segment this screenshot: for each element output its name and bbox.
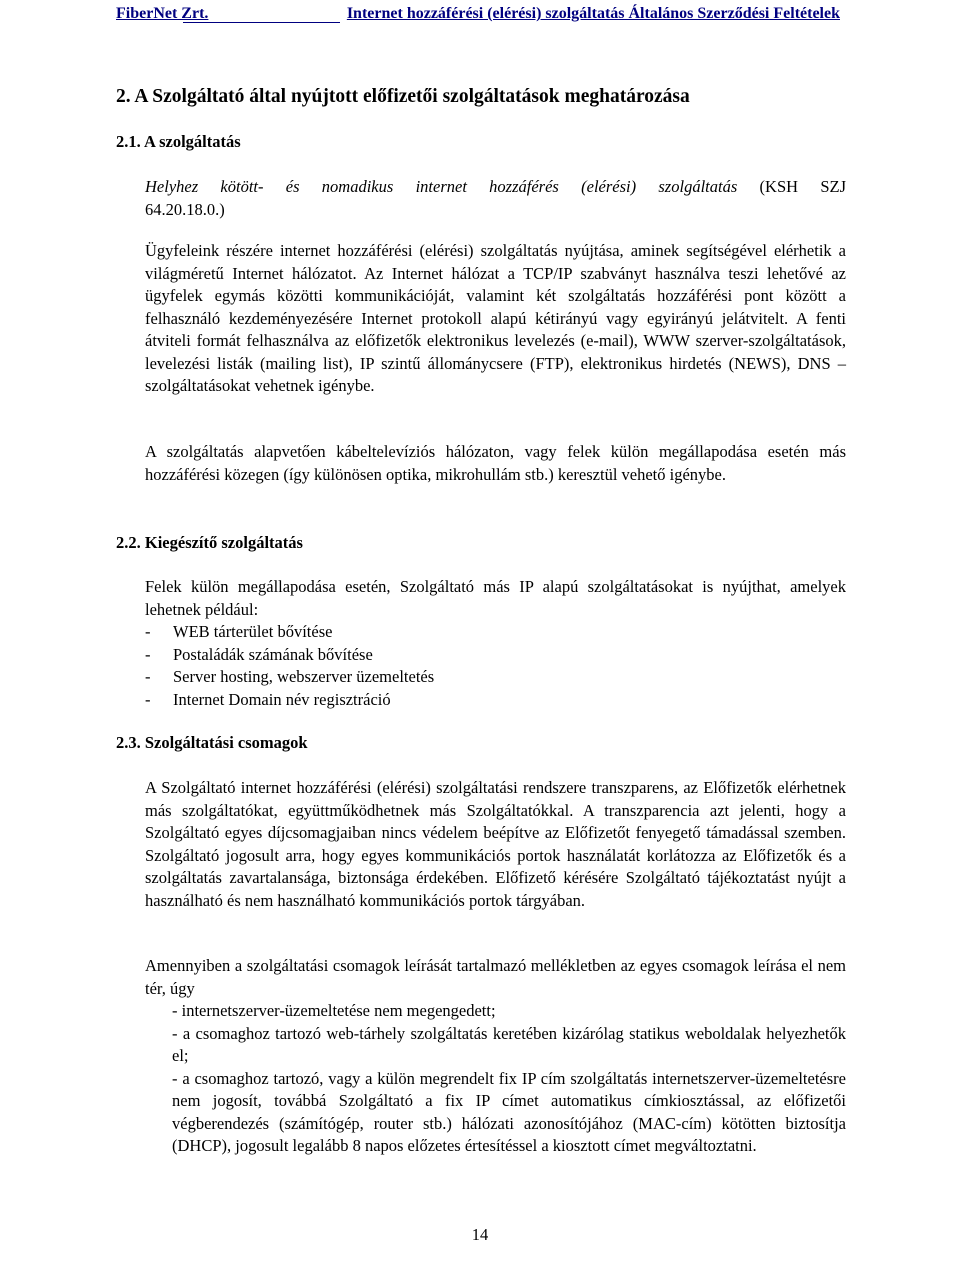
header-document-title: Internet hozzáférési (elérési) szolgáltatás Általános Szerződési Feltételek xyxy=(346,5,840,22)
section-2-2-heading: 2.2. Kiegészítő szolgáltatás xyxy=(116,533,303,552)
list-item: - internetszerver-üzemeltetése nem megengedett; xyxy=(172,1001,496,1020)
supplementary-list xyxy=(145,621,846,711)
page-number: 14 xyxy=(471,1225,489,1244)
page-header xyxy=(116,3,840,25)
packages-defaults xyxy=(145,955,846,1158)
service-description-paragraph: Ügyfeleink részére internet hozzáférési (elérési) szolgáltatás nyújtása, aminek segítségével elérhetik a világméretű Internet hálózatot. Az Internet hálózat a TCP/IP szabványt használva teszi lehetővé az ügyfelek egymás közötti kommunikációját, valamint két szolgáltatás hozzáférési pont között a felhasználó kezdeményezésére Internet protokoll alapú kétirányú vagy egyirányú jelátvitelt. A fenti átviteli formát felhasználva az előfizetők elektronikus levelezés (e-mail), WWW szerver-szolgáltatások, levelezési listák (mailing list), IP szintű állománycsere (FTP), elektronikus hirdetés (NEWS), DNS – szolgáltatásokat vehetnek igénybe. xyxy=(145,241,846,395)
access-medium-paragraph: A szolgáltatás alapvetően kábeltelevíziós hálózaton, vagy felek külön megállapodása esetén más hozzáférési közegen (így különösen optika, mikrohullám stb.) keresztül vehető igénybe. xyxy=(145,442,846,484)
list-item: - a csomaghoz tartozó web-tárhely szolgáltatás keretében kizárólag statikus weboldalak helyezhetők el; xyxy=(172,1023,846,1065)
supplementary-intro: Felek külön megállapodása esetén, Szolgáltató más IP alapú szolgáltatásokat is nyújthat, amelyek lehetnek például: xyxy=(145,577,846,619)
access-medium xyxy=(145,441,846,486)
service-definition xyxy=(145,176,846,221)
section-2-3-heading: 2.3. Szolgáltatási csomagok xyxy=(116,733,308,752)
service-name-line xyxy=(145,176,846,199)
packages-transparency xyxy=(145,777,846,912)
supplementary-services xyxy=(145,576,846,711)
list-item: - Internet Domain név regisztráció xyxy=(145,689,846,712)
list-item: - WEB tárterület bővítése xyxy=(145,621,846,644)
service-code-end: 64.20.18.0.) xyxy=(145,199,225,219)
service-description xyxy=(145,240,846,398)
service-name: Helyhez kötött- és nomadikus internet hozzáférés (elérési) szolgáltatás xyxy=(145,177,738,196)
section-2-heading: 2. A Szolgáltató által nyújtott előfizetői szolgáltatások meghatározása xyxy=(116,86,690,107)
header-underline-gap xyxy=(183,3,340,23)
transparency-paragraph: A Szolgáltató internet hozzáférési (elérési) szolgáltatási rendszere transzparens, az Előfizetők elérhetnek más szolgáltatókat, együttműködhetnek más Szolgáltatókkal. A transzparencia azt jelenti, hogy a Szolgáltató egyes díjcsomagjaiban nincs védelem beépítve az Előfizetőt fenyegető támadással szemben. Szolgáltató jogosult arra, hogy egyes kommunikációs portok használatát korlátozza az Előfizetők és a szolgáltatás zavartalansága, biztonsága érdekében. Előfizető kérésére Szolgáltató tájékoztatást nyújt a használható és nem használható kommunikációs portok tárgyában. xyxy=(145,778,846,910)
list-item: - Server hosting, webszerver üzemeltetés xyxy=(145,666,846,689)
defaults-list xyxy=(145,1000,846,1158)
list-item: - Postaládák számának bővítése xyxy=(145,644,846,667)
section-2-1-heading: 2.1. A szolgáltatás xyxy=(116,132,241,151)
defaults-intro: Amennyiben a szolgáltatási csomagok leírását tartalmazó mellékletben az egyes csomagok leírása el nem tér, úgy xyxy=(145,956,846,998)
list-item: - a csomaghoz tartozó, vagy a külön megrendelt fix IP cím szolgáltatás internetszerver-üzemeltetésre nem jogosít, továbbá Szolgáltató a fix IP címet automatikus címkiosztással, az előfizetői végberendezés (számítógép, router stb.) hálózati azonosítójához (MAC-cím) kötötten biztosítja (DHCP), jogosult legalább 8 napos előzetes értesítéssel a kiosztott címet megváltoztatni. xyxy=(172,1068,846,1155)
header-company: FiberNet Zrt. xyxy=(116,5,209,22)
service-code-start: (KSH SZJ xyxy=(759,177,847,196)
